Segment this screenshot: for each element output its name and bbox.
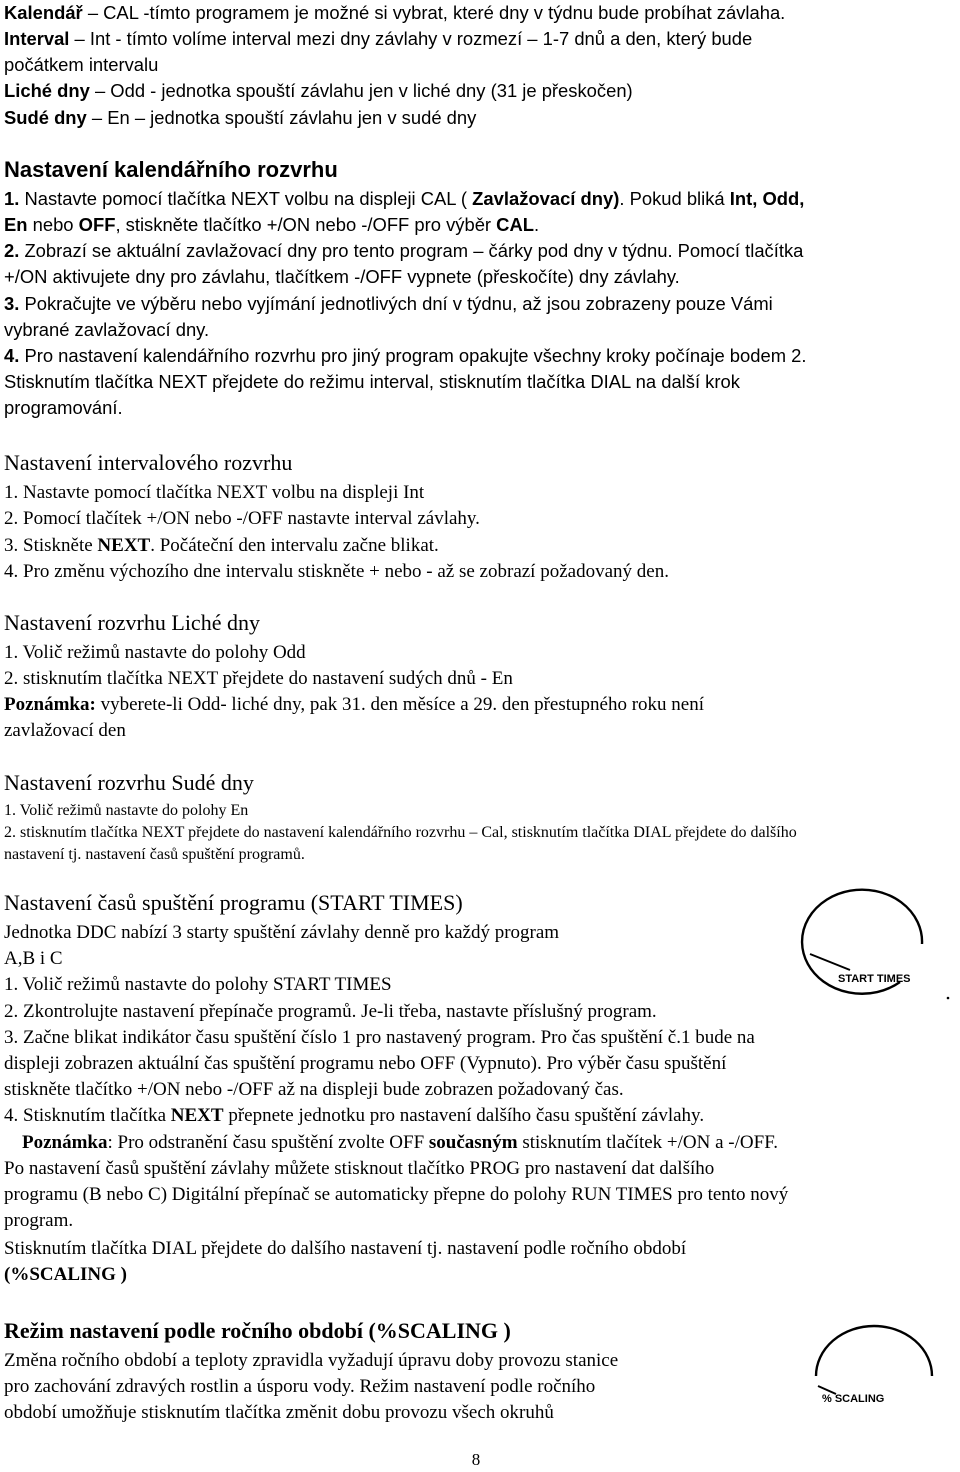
start-times-heading: Nastavení časů spuštění programu (START TIMES) bbox=[4, 890, 463, 915]
start-dial-next: Stisknutím tlačítka DIAL přejdete do dalšího nastavení tj. nastavení podle ročního období bbox=[4, 1238, 687, 1259]
calendar-step-1-cont bbox=[4, 212, 539, 238]
note-label: Poznámka bbox=[22, 1132, 108, 1153]
step-number: 1. bbox=[4, 642, 19, 663]
step-text: . bbox=[533, 214, 540, 235]
step-text: Volič režimů nastavte do polohy bbox=[18, 974, 273, 995]
step-text: stisknutím tlačítka NEXT přejdete do nastavení sudých dnů - En bbox=[18, 668, 513, 689]
term-calendar: Kalendář bbox=[4, 2, 83, 23]
start-step-2 bbox=[4, 999, 657, 1025]
step-number: 2. bbox=[4, 508, 19, 529]
step-text: Zkontrolujte nastavení přepínače programů. Je-li třeba, nastavte příslušný program. bbox=[18, 1001, 657, 1022]
start-after-2: programu (B nebo C) Digitální přepínač se automaticky přepne do polohy RUN TIMES pro tento nový bbox=[4, 1184, 789, 1205]
intro-odd-text: – Odd - jednotka spouští závlahu jen v liché dny (31 je přeskočen) bbox=[89, 80, 633, 101]
interval-step-3 bbox=[4, 533, 439, 559]
step-number: 3. bbox=[4, 293, 20, 314]
odd-note-cont: zavlažovací den bbox=[4, 720, 126, 741]
step-number: 4. bbox=[4, 345, 20, 366]
step-text: přepnete jednotku pro nastavení dalšího času spuštění závlahy. bbox=[223, 1105, 705, 1126]
intro-calendar-line bbox=[4, 0, 785, 26]
step-text: . Počáteční den intervalu začne blikat. bbox=[150, 535, 439, 556]
start-intro-cont: A,B i C bbox=[4, 948, 63, 969]
start-step-3 bbox=[4, 1025, 755, 1051]
calendar-step-2-cont: +/ON aktivujete dny pro závlahu, tlačítkem -/OFF vypnete (přeskočíte) dny závlahy. bbox=[4, 266, 680, 287]
scaling-line-1: Změna ročního období a teploty zpravidla vyžadují úpravu doby provozu stanice bbox=[4, 1350, 619, 1371]
even-step-1 bbox=[4, 800, 248, 822]
dial-pointer bbox=[810, 954, 850, 970]
interval-step-1 bbox=[4, 480, 424, 506]
dial-dot bbox=[947, 997, 950, 1000]
step-number: 2. bbox=[4, 824, 16, 841]
step-emph: Int, Odd, bbox=[729, 188, 805, 209]
step-emph: NEXT bbox=[97, 535, 151, 556]
odd-step-1 bbox=[4, 640, 306, 666]
step-text: Pro změnu výchozího dne intervalu stiskněte + nebo - až se zobrazí požadovaný den. bbox=[18, 561, 669, 582]
step-text: Stiskněte bbox=[18, 535, 98, 556]
step-emph: En bbox=[4, 214, 28, 235]
scaling-heading: Režim nastavení podle ročního období (%SCALING ) bbox=[4, 1318, 511, 1343]
step-number: 2. bbox=[4, 668, 19, 689]
step-number: 2. bbox=[4, 240, 20, 261]
calendar-heading: Nastavení kalendářního rozvrhu bbox=[4, 157, 338, 182]
step-number: 1. bbox=[4, 482, 19, 503]
calendar-step-2 bbox=[4, 238, 803, 264]
intro-interval-cont: počátkem intervalu bbox=[4, 54, 159, 75]
interval-step-4 bbox=[4, 559, 669, 585]
step-number: 3. bbox=[4, 535, 19, 556]
step-text: Stisknutím tlačítka bbox=[18, 1105, 171, 1126]
start-times-dial-icon bbox=[772, 884, 952, 1004]
scaling-dial-label: % SCALING bbox=[822, 1393, 885, 1405]
step-text: , stiskněte tlačítko +/ON nebo -/OFF pro výběr bbox=[115, 214, 497, 235]
intro-even-line bbox=[4, 105, 476, 131]
start-note bbox=[22, 1130, 778, 1156]
step-number: 1. bbox=[4, 188, 20, 209]
term-odd: Liché dny bbox=[4, 80, 90, 101]
odd-note bbox=[4, 692, 704, 718]
intro-even-text: – En – jednotka spouští závlahu jen v sudé dny bbox=[86, 107, 477, 128]
intro-interval-line bbox=[4, 26, 752, 52]
note-text: stisknutím tlačítek +/ON a -/OFF. bbox=[517, 1132, 778, 1153]
step-number: 2. bbox=[4, 1001, 19, 1022]
page-number: 8 bbox=[471, 1450, 481, 1469]
note-text: vyberete-li Odd- liché dny, pak 31. den měsíce a 29. den přestupného roku není bbox=[95, 694, 704, 715]
scaling-dial-icon bbox=[782, 1318, 958, 1422]
start-after-3: program. bbox=[4, 1210, 74, 1231]
step-text: stisknutím tlačítka NEXT přejdete do nastavení kalendářního rozvrhu – Cal, stisknutím tlačítka DIAL přejdete do dalšího bbox=[16, 824, 797, 841]
scaling-line-3: období umožňuje stisknutím tlačítka změnit dobu provozu všech okruhů bbox=[4, 1402, 554, 1423]
odd-heading: Nastavení rozvrhu Liché dny bbox=[4, 610, 260, 635]
calendar-step-3 bbox=[4, 291, 773, 317]
even-step-2 bbox=[4, 822, 797, 844]
step-text: Pomocí tlačítek +/ON nebo -/OFF nastavte interval závlahy. bbox=[18, 508, 480, 529]
intro-calendar-text: – CAL -tímto programem je možné si vybrat, které dny v týdnu bude probíhat závlaha. bbox=[82, 2, 786, 23]
step-text: Zobrazí se aktuální zavlažovací dny pro tento program – čárky pod dny v týdnu. Pomocí tlačítka bbox=[19, 240, 804, 261]
step-emph: Zavlažovací dny) bbox=[472, 188, 620, 209]
step-number: 4. bbox=[4, 1105, 19, 1126]
step-text: . Pokud bliká bbox=[619, 188, 730, 209]
step-emph: OFF bbox=[78, 214, 116, 235]
dial-ring bbox=[816, 1326, 932, 1376]
odd-step-2 bbox=[4, 666, 513, 692]
start-times-dial-label: START TIMES bbox=[838, 973, 911, 985]
intro-odd-line bbox=[4, 78, 633, 104]
note-label: Poznámka: bbox=[4, 694, 96, 715]
calendar-step-3-cont: vybrané zavlažovací dny. bbox=[4, 319, 210, 340]
term-even: Sudé dny bbox=[4, 107, 87, 128]
start-intro: Jednotka DDC nabízí 3 starty spuštění závlahy denně pro každý program bbox=[4, 922, 560, 943]
step-text: Volič režimů nastavte do polohy Odd bbox=[18, 642, 306, 663]
interval-heading: Nastavení intervalového rozvrhu bbox=[4, 450, 293, 475]
step-number: 3. bbox=[4, 1027, 19, 1048]
step-text: nebo bbox=[27, 214, 79, 235]
step-text: Začne blikat indikátor času spuštění číslo 1 pro nastavený program. Pro čas spuštění č.1 bude na bbox=[18, 1027, 755, 1048]
step-number: 1. bbox=[4, 974, 19, 995]
step-text: Nastavte pomocí tlačítka NEXT volbu na displeji CAL ( bbox=[19, 188, 473, 209]
calendar-step-1 bbox=[4, 186, 804, 212]
note-emph: současným bbox=[428, 1132, 518, 1153]
calendar-step-4-cont2: programování. bbox=[4, 397, 123, 418]
step-text: Pro nastavení kalendářního rozvrhu pro jiný program opakujte všechny kroky počínaje bodem 2. bbox=[19, 345, 807, 366]
step-text: Nastavte pomocí tlačítka NEXT volbu na displeji Int bbox=[18, 482, 425, 503]
step-text: Pokračujte ve výběru nebo vyjímání jednotlivých dní v týdnu, až jsou zobrazeny pouze Vámi bbox=[19, 293, 773, 314]
step-number: 4. bbox=[4, 561, 19, 582]
even-step-2-cont: nastavení tj. nastavení časů spuštění programů. bbox=[4, 846, 305, 863]
step-emph: START TIMES bbox=[272, 974, 392, 995]
start-step-1 bbox=[4, 972, 392, 998]
interval-step-2 bbox=[4, 506, 480, 532]
intro-interval-text: – Int - tímto volíme interval mezi dny závlahy v rozmezí – 1-7 dnů a den, který bude bbox=[69, 28, 753, 49]
step-text: Volič režimů nastavte do polohy En bbox=[16, 802, 249, 819]
note-text: : Pro odstranění času spuštění zvolte OFF bbox=[107, 1132, 429, 1153]
step-number: 1. bbox=[4, 802, 16, 819]
start-step-3-cont2: stiskněte tlačítko +/ON nebo -/OFF až na displeji bude zobrazen požadovaný čas. bbox=[4, 1079, 624, 1100]
step-emph: NEXT bbox=[170, 1105, 224, 1126]
even-heading: Nastavení rozvrhu Sudé dny bbox=[4, 770, 254, 795]
step-emph: CAL bbox=[496, 214, 534, 235]
scaling-line-2: pro zachování zdravých rostlin a úsporu vody. Režim nastavení podle ročního bbox=[4, 1376, 596, 1397]
term-interval: Interval bbox=[4, 28, 70, 49]
calendar-step-4 bbox=[4, 343, 807, 369]
calendar-step-4-cont: Stisknutím tlačítka NEXT přejdete do režimu interval, stisknutím tlačítka DIAL na další krok bbox=[4, 371, 740, 392]
start-step-4 bbox=[4, 1103, 704, 1129]
start-step-3-cont: displeji zobrazen aktuální čas spuštění programu nebo OFF (Vypnuto). Pro výběr času spuštění bbox=[4, 1053, 727, 1074]
start-after-1: Po nastavení časů spuštění závlahy můžete stisknout tlačítko PROG pro nastavení dat dalšího bbox=[4, 1158, 715, 1179]
start-dial-next-cont: (%SCALING ) bbox=[4, 1264, 127, 1285]
